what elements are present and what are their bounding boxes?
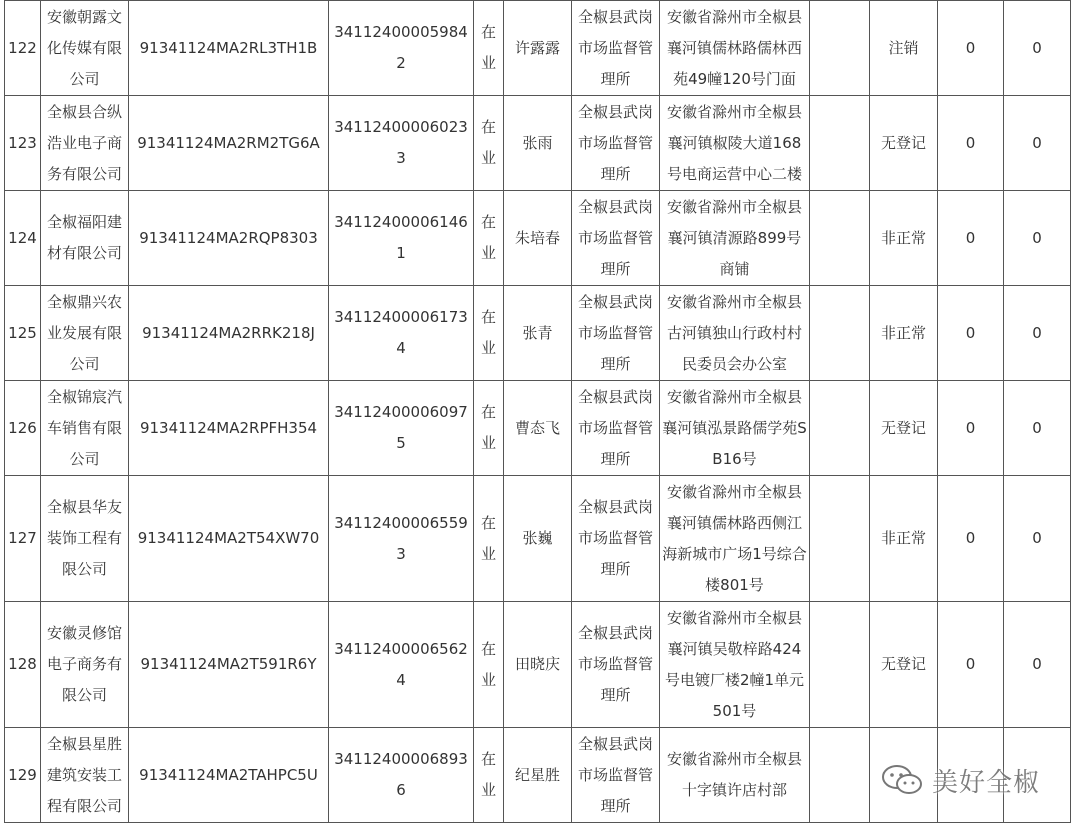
value-1-cell: 0 xyxy=(938,476,1004,602)
business-status-cell: 在业 xyxy=(474,602,504,728)
address-cell: 安徽省滁州市全椒县襄河镇儒林路儒林西苑49幢120号门面 xyxy=(660,1,810,96)
empty-cell xyxy=(810,602,870,728)
business-status-cell: 在业 xyxy=(474,96,504,191)
address-cell: 安徽省滁州市全椒县襄河镇儒林路西侧江海新城市广场1号综合楼801号 xyxy=(660,476,810,602)
table-row xyxy=(5,1,1071,96)
registration-number-cell: 341124000065624 xyxy=(329,602,474,728)
registration-type-cell xyxy=(870,728,938,823)
registration-authority-cell: 全椒县武岗市场监督管理所 xyxy=(572,1,660,96)
business-status-cell: 在业 xyxy=(474,728,504,823)
address-cell: 安徽省滁州市全椒县襄河镇泓景路儒学苑SB16号 xyxy=(660,381,810,476)
legal-representative-cell: 张巍 xyxy=(504,476,572,602)
registration-authority-cell: 全椒县武岗市场监督管理所 xyxy=(572,286,660,381)
address-cell: 安徽省滁州市全椒县襄河镇椒陵大道168号电商运营中心二楼 xyxy=(660,96,810,191)
company-name-cell: 全椒县华友装饰工程有限公司 xyxy=(41,476,129,602)
credit-code-cell: 91341124MA2TAHPC5U xyxy=(129,728,329,823)
company-name-cell: 安徽灵修馆电子商务有限公司 xyxy=(41,602,129,728)
credit-code-cell: 91341124MA2RPFH354 xyxy=(129,381,329,476)
legal-representative-cell: 纪星胜 xyxy=(504,728,572,823)
business-status-cell: 在业 xyxy=(474,476,504,602)
empty-cell xyxy=(810,1,870,96)
row-number-cell: 124 xyxy=(5,191,41,286)
table-row xyxy=(5,191,1071,286)
business-status-cell: 在业 xyxy=(474,381,504,476)
table-row xyxy=(5,476,1071,602)
company-name-cell: 全椒县合纵浩业电子商务有限公司 xyxy=(41,96,129,191)
business-status-cell: 在业 xyxy=(474,286,504,381)
table-row xyxy=(5,728,1071,823)
registration-number-cell: 341124000068936 xyxy=(329,728,474,823)
value-1-cell xyxy=(938,728,1004,823)
row-number-cell: 128 xyxy=(5,602,41,728)
value-2-cell: 0 xyxy=(1004,96,1071,191)
legal-representative-cell: 许露露 xyxy=(504,1,572,96)
company-name-cell: 全椒锦宸汽车销售有限公司 xyxy=(41,381,129,476)
company-name-cell: 全椒县星胜建筑安装工程有限公司 xyxy=(41,728,129,823)
value-1-cell: 0 xyxy=(938,1,1004,96)
value-1-cell: 0 xyxy=(938,602,1004,728)
value-2-cell: 0 xyxy=(1004,286,1071,381)
registration-type-cell: 非正常 xyxy=(870,476,938,602)
empty-cell xyxy=(810,381,870,476)
table-row xyxy=(5,286,1071,381)
table-row xyxy=(5,96,1071,191)
registration-type-cell: 注销 xyxy=(870,1,938,96)
registration-authority-cell: 全椒县武岗市场监督管理所 xyxy=(572,381,660,476)
company-name-cell: 安徽朝露文化传媒有限公司 xyxy=(41,1,129,96)
value-2-cell: 0 xyxy=(1004,381,1071,476)
value-2-cell: 0 xyxy=(1004,1,1071,96)
registration-type-cell: 非正常 xyxy=(870,286,938,381)
table-row xyxy=(5,602,1071,728)
value-1-cell: 0 xyxy=(938,191,1004,286)
business-status-cell: 在业 xyxy=(474,1,504,96)
registration-number-cell: 341124000059842 xyxy=(329,1,474,96)
credit-code-cell: 91341124MA2T54XW70 xyxy=(129,476,329,602)
company-name-cell: 全椒鼎兴农业发展有限公司 xyxy=(41,286,129,381)
row-number-cell: 129 xyxy=(5,728,41,823)
credit-code-cell: 91341124MA2RM2TG6A xyxy=(129,96,329,191)
registration-number-cell: 341124000060975 xyxy=(329,381,474,476)
registration-number-cell: 341124000061734 xyxy=(329,286,474,381)
registration-number-cell: 341124000065593 xyxy=(329,476,474,602)
legal-representative-cell: 张雨 xyxy=(504,96,572,191)
credit-code-cell: 91341124MA2RL3TH1B xyxy=(129,1,329,96)
row-number-cell: 125 xyxy=(5,286,41,381)
registration-authority-cell: 全椒县武岗市场监督管理所 xyxy=(572,476,660,602)
registration-authority-cell: 全椒县武岗市场监督管理所 xyxy=(572,96,660,191)
legal-representative-cell: 朱培春 xyxy=(504,191,572,286)
business-status-cell: 在业 xyxy=(474,191,504,286)
credit-code-cell: 91341124MA2RRK218J xyxy=(129,286,329,381)
empty-cell xyxy=(810,191,870,286)
value-1-cell: 0 xyxy=(938,381,1004,476)
registration-type-cell: 非正常 xyxy=(870,191,938,286)
registration-authority-cell: 全椒县武岗市场监督管理所 xyxy=(572,602,660,728)
legal-representative-cell: 曹态飞 xyxy=(504,381,572,476)
address-cell: 安徽省滁州市全椒县古河镇独山行政村村民委员会办公室 xyxy=(660,286,810,381)
registration-type-cell: 无登记 xyxy=(870,381,938,476)
address-cell: 安徽省滁州市全椒县襄河镇清源路899号商铺 xyxy=(660,191,810,286)
registration-type-cell: 无登记 xyxy=(870,96,938,191)
value-2-cell xyxy=(1004,728,1071,823)
legal-representative-cell: 张青 xyxy=(504,286,572,381)
business-registry-table xyxy=(4,0,1071,823)
row-number-cell: 126 xyxy=(5,381,41,476)
address-cell: 安徽省滁州市全椒县襄河镇吴敬梓路424号电镀厂楼2幢1单元501号 xyxy=(660,602,810,728)
watermark-text: 美好全椒 xyxy=(932,767,1041,798)
registration-type-cell: 无登记 xyxy=(870,602,938,728)
registration-authority-cell: 全椒县武岗市场监督管理所 xyxy=(572,728,660,823)
value-2-cell: 0 xyxy=(1004,191,1071,286)
value-2-cell: 0 xyxy=(1004,602,1071,728)
empty-cell xyxy=(810,286,870,381)
value-1-cell: 0 xyxy=(938,286,1004,381)
value-1-cell: 0 xyxy=(938,96,1004,191)
credit-code-cell: 91341124MA2T591R6Y xyxy=(129,602,329,728)
empty-cell xyxy=(810,728,870,823)
registration-authority-cell: 全椒县武岗市场监督管理所 xyxy=(572,191,660,286)
empty-cell xyxy=(810,476,870,602)
row-number-cell: 123 xyxy=(5,96,41,191)
value-2-cell: 0 xyxy=(1004,476,1071,602)
credit-code-cell: 91341124MA2RQP8303 xyxy=(129,191,329,286)
empty-cell xyxy=(810,96,870,191)
table-row xyxy=(5,381,1071,476)
registration-number-cell: 341124000061461 xyxy=(329,191,474,286)
row-number-cell: 127 xyxy=(5,476,41,602)
legal-representative-cell: 田晓庆 xyxy=(504,602,572,728)
registration-number-cell: 341124000060233 xyxy=(329,96,474,191)
company-name-cell: 全椒福阳建材有限公司 xyxy=(41,191,129,286)
row-number-cell: 122 xyxy=(5,1,41,96)
address-cell: 安徽省滁州市全椒县十字镇许店村部 xyxy=(660,728,810,823)
